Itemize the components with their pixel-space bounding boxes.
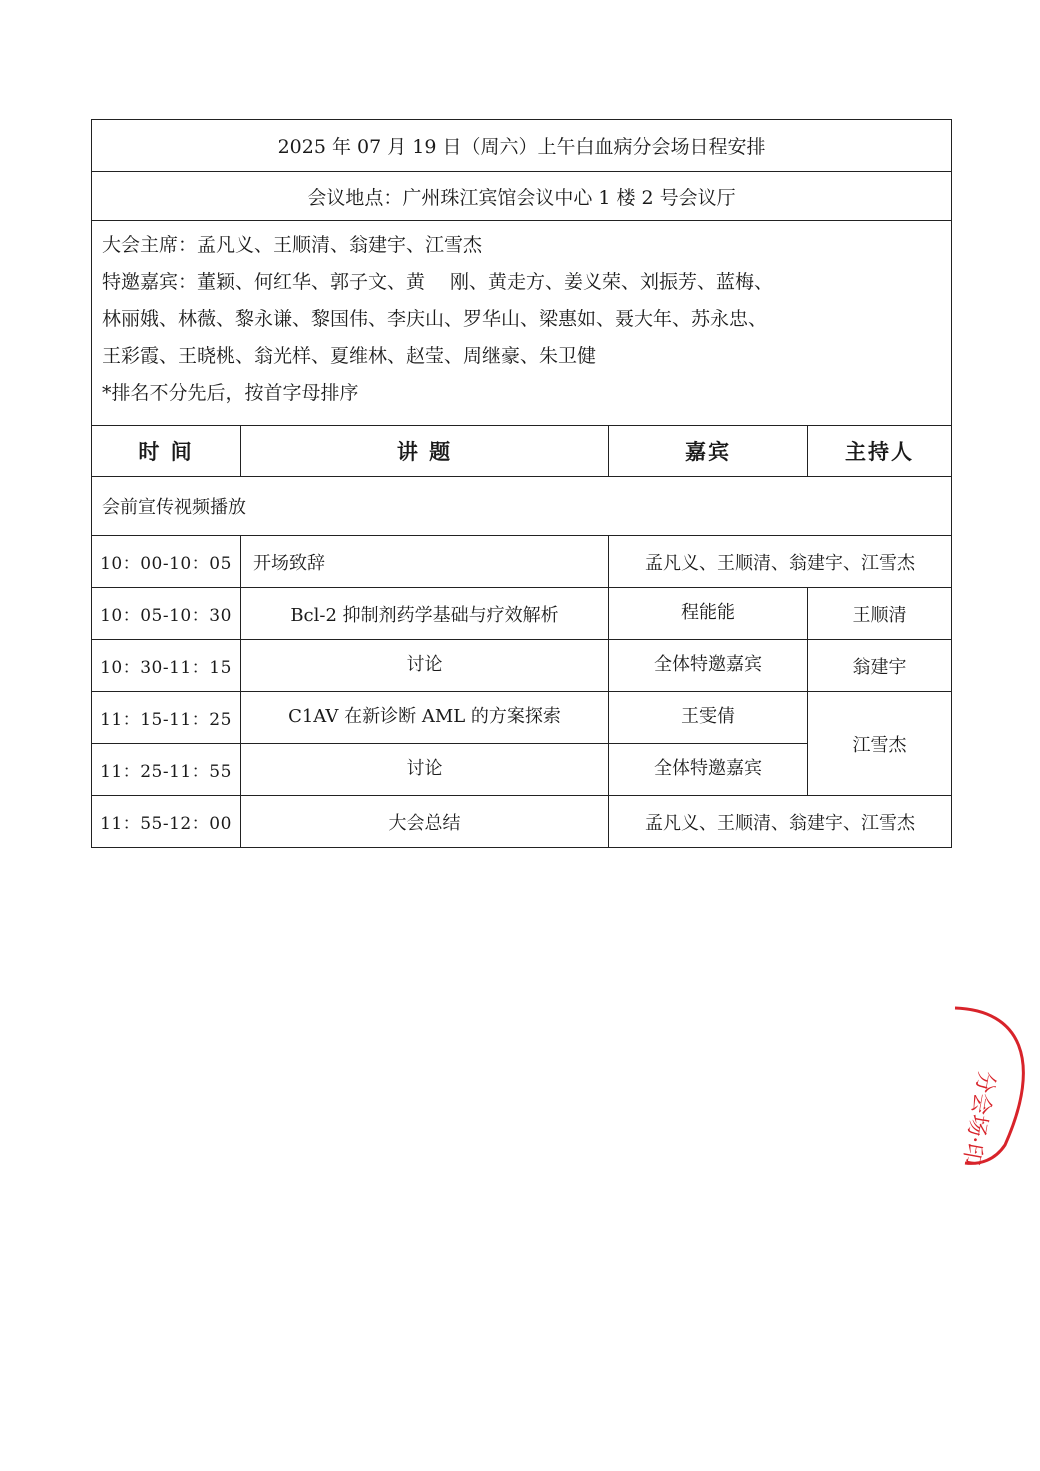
host-cell: 王顺清 [808,588,952,640]
seal-stamp [945,1000,1040,1170]
topic-cell: 开场致辞 [241,536,609,588]
topic-cell: Bcl-2 抑制剂药学基础与疗效解析 [241,588,609,640]
svg-text:分会场·印: 分会场·印 [957,1068,999,1167]
time-cell: 10：30-11：15 [92,640,241,692]
speaker-cell: 程能能 [609,588,808,640]
speaker-cell: 全体特邀嘉宾 [609,744,808,796]
host-cell: 江雪杰 [808,692,952,796]
host-cell: 翁建宇 [808,640,952,692]
speaker-cell: 王雯倩 [609,692,808,744]
topic-cell: 讨论 [241,640,609,692]
guests-line: 林丽娥、林薇、黎永谦、黎国伟、李庆山、罗华山、梁惠如、聂大年、苏永忠、 [102,308,768,330]
pre-session: 会前宣传视频播放 [92,477,952,536]
participants-block [92,221,952,426]
schedule-table [91,119,952,848]
header-host: 主持人 [808,426,952,477]
header-time: 时 间 [92,426,241,477]
topic-cell: C1AV 在新诊断 AML 的方案探索 [241,692,609,744]
guests-line: 王彩霞、王晓桃、翁光样、夏维林、赵莹、周继豪、朱卫健 [102,345,597,367]
time-cell: 10：00-10：05 [92,536,241,588]
guests-line: 特邀嘉宾：董颖、何红华、郭子文、黄 刚、黄走方、姜义荣、刘振芳、蓝梅、 [102,271,774,293]
time-cell: 11：55-12：00 [92,796,241,848]
time-cell: 10：05-10：30 [92,588,241,640]
time-cell: 11：15-11：25 [92,692,241,744]
header-topic: 讲 题 [241,426,609,477]
table-row [92,796,952,848]
header-speaker: 嘉宾 [609,426,808,477]
venue-line: 会议地点：广州珠江宾馆会议中心 1 楼 2 号会议厅 [92,172,952,221]
table-row [92,588,952,640]
schedule-title: 2025 年 07 月 19 日（周六）上午白血病分会场日程安排 [92,120,952,172]
topic-cell: 讨论 [241,744,609,796]
time-cell: 11：25-11：55 [92,744,241,796]
table-row [92,692,952,744]
chairs-line: 大会主席：孟凡义、王顺清、翁建宇、江雪杰 [102,234,483,256]
ordering-note: *排名不分先后，按首字母排序 [102,382,359,404]
speaker-cell: 孟凡义、王顺清、翁建宇、江雪杰 [609,796,952,848]
speaker-cell: 全体特邀嘉宾 [609,640,808,692]
topic-cell: 大会总结 [241,796,609,848]
table-row [92,640,952,692]
speaker-cell: 孟凡义、王顺清、翁建宇、江雪杰 [609,536,952,588]
table-row [92,536,952,588]
